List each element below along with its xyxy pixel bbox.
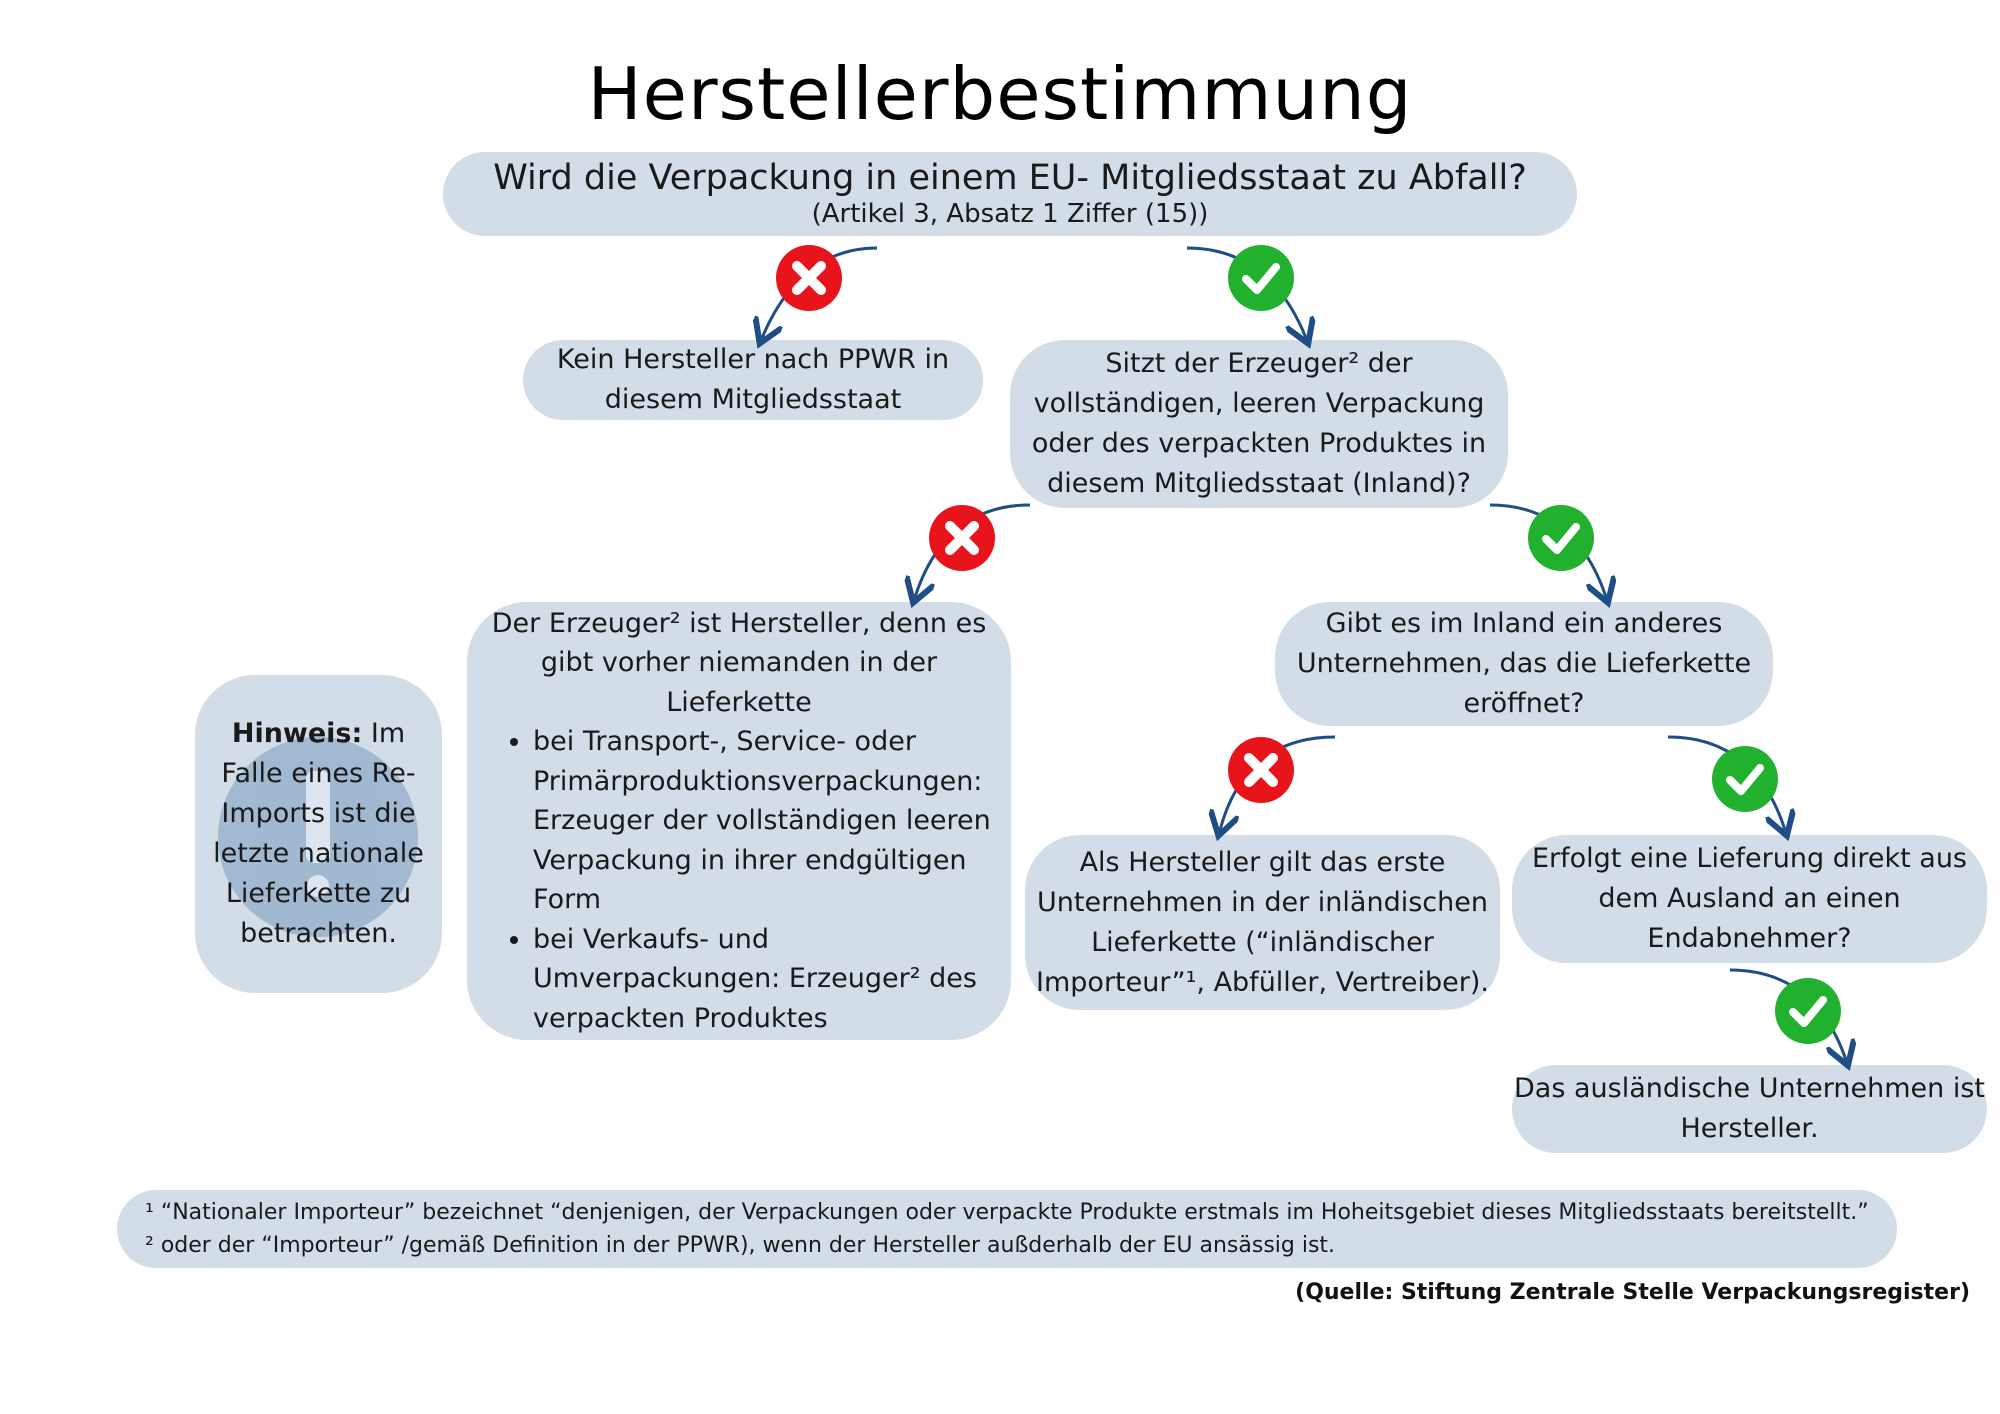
result-producer-head: Der Erzeuger² ist Hersteller, denn es gibt vorher niemanden in der Lieferkette <box>491 607 987 718</box>
question-other-company: Gibt es im Inland ein anderes Unternehmen, das die Lieferkette eröffnet? <box>1275 602 1773 726</box>
footnote-2: ² oder der “Importeur” /gemäß Definition in der PPWR), wenn der Hersteller außderhalb der EU ansässig ist. <box>145 1233 1336 1258</box>
question-direct-delivery: Erfolgt eine Lieferung direkt aus dem Ausland an einen Endabnehmer? <box>1512 835 1987 963</box>
result-no-producer: Kein Hersteller nach PPWR in diesem Mitgliedsstaat <box>523 340 983 420</box>
check-icon <box>1712 746 1778 812</box>
result-first-domestic-company: Als Hersteller gilt das erste Unternehmen in der inländischen Lieferkette (“inländischer Importeur”¹, Abfüller, Vertreiber). <box>1025 835 1500 1010</box>
footnotes <box>117 1190 1897 1268</box>
check-icon <box>1528 505 1594 571</box>
no-icon <box>1228 737 1294 803</box>
list-item: • bei Verkaufs- und Umverpackungen: Erzeuger² des verpackten Produktes <box>533 920 993 1039</box>
result-producer-list <box>485 722 993 1038</box>
no-icon <box>929 505 995 571</box>
hint-text <box>205 714 432 954</box>
source-note: (Quelle: Stiftung Zentrale Stelle Verpackungsregister) <box>1295 1280 1970 1305</box>
question-eu-waste-text: Wird die Verpackung in einem EU- Mitgliedsstaat zu Abfall? <box>493 158 1527 198</box>
hint-body: Im Falle eines Re-Imports ist die letzte nationale Lieferkette zu betrachten. <box>213 718 424 949</box>
question-eu-waste-reference: (Artikel 3, Absatz 1 Ziffer (15)) <box>811 199 1209 229</box>
hint-label: Hinweis: <box>231 718 363 749</box>
list-item: • bei Transport-, Service- oder Primärproduktionsverpackungen: Erzeuger der vollständigen leeren Verpackung in ihrer endgültigen Form <box>533 722 993 920</box>
check-icon <box>1228 245 1294 311</box>
question-producer-domestic: Sitzt der Erzeuger² der vollständigen, leeren Verpackung oder des verpackten Produktes in diesem Mitgliedsstaat (Inland)? <box>1010 340 1508 508</box>
hint-box <box>195 675 442 993</box>
check-icon <box>1775 978 1841 1044</box>
question-eu-waste <box>443 152 1577 236</box>
no-icon <box>776 245 842 311</box>
diagram-title: Herstellerbestimmung <box>587 52 1413 136</box>
footnote-1: ¹ “Nationaler Importeur” bezeichnet “denjenigen, der Verpackungen oder verpackte Produkte erstmals im Hoheitsgebiet dieses Mitgliedsstaats bereitstellt.” <box>145 1200 1869 1225</box>
result-foreign-company: Das ausländische Unternehmen ist Hersteller. <box>1512 1065 1987 1153</box>
result-producer-is-manufacturer <box>467 602 1011 1040</box>
